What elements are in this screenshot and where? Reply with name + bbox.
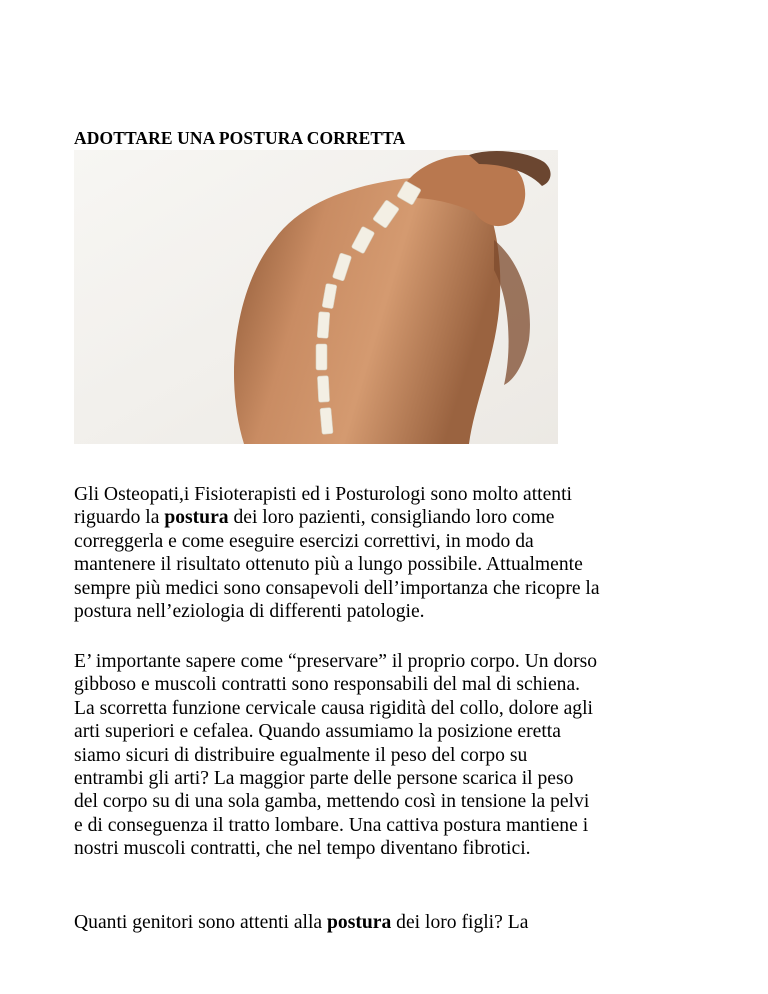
bold-term: postura (327, 912, 392, 933)
text-run: Gli Osteopati,i Fisioterapisti ed i Posturologi sono molto attenti (74, 484, 572, 505)
paragraph-intro (74, 483, 714, 623)
text-run: Quanti genitori sono attenti alla (74, 912, 328, 933)
bold-term: postura (164, 507, 229, 529)
spine-photo-illustration (74, 150, 558, 444)
text-run: e di conseguenza il tratto lombare. Una cattiva postura mantiene i (74, 814, 589, 836)
text-run: dei loro pazienti, consigliando loro come (228, 507, 555, 529)
text-run: del corpo su di una sola gamba, mettendo così in tensione la pelvi (74, 791, 590, 813)
text-run: La scorretta funzione cervicale causa rigidità del collo, dolore agli (74, 697, 593, 719)
page-title: ADOTTARE UNA POSTURA CORRETTA (74, 128, 406, 148)
text-run: arti superiori e cefalea. Quando assumiamo la posizione eretta (74, 721, 561, 743)
text-run: siamo sicuri di distribuire egualmente il peso del corpo su (74, 744, 528, 766)
paragraph-body (74, 650, 714, 861)
paragraph-parents (74, 911, 714, 934)
text-run: entrambi gli arti? La maggior parte delle persone scarica il peso (74, 768, 574, 790)
text-run: correggerla e come eseguire esercizi correttivi, in modo da (74, 530, 534, 552)
text-run: dei loro figli? La (391, 912, 529, 933)
text-run: riguardo la (74, 507, 165, 529)
text-run: nostri muscoli contratti, che nel tempo diventano fibrotici. (74, 838, 531, 860)
text-run: E’ importante sapere come “preservare” il proprio corpo. Un dorso (74, 651, 598, 672)
text-run: gibboso e muscoli contratti sono responsabili del mal di schiena. (74, 674, 581, 696)
text-run: postura nell’eziologia di differenti patologie. (74, 601, 425, 623)
spine-posture-photo (74, 150, 558, 444)
text-run: sempre più medici sono consapevoli dell’importanza che ricopre la (74, 577, 600, 599)
text-run: mantenere il risultato ottenuto più a lungo possibile. Attualmente (74, 554, 583, 576)
